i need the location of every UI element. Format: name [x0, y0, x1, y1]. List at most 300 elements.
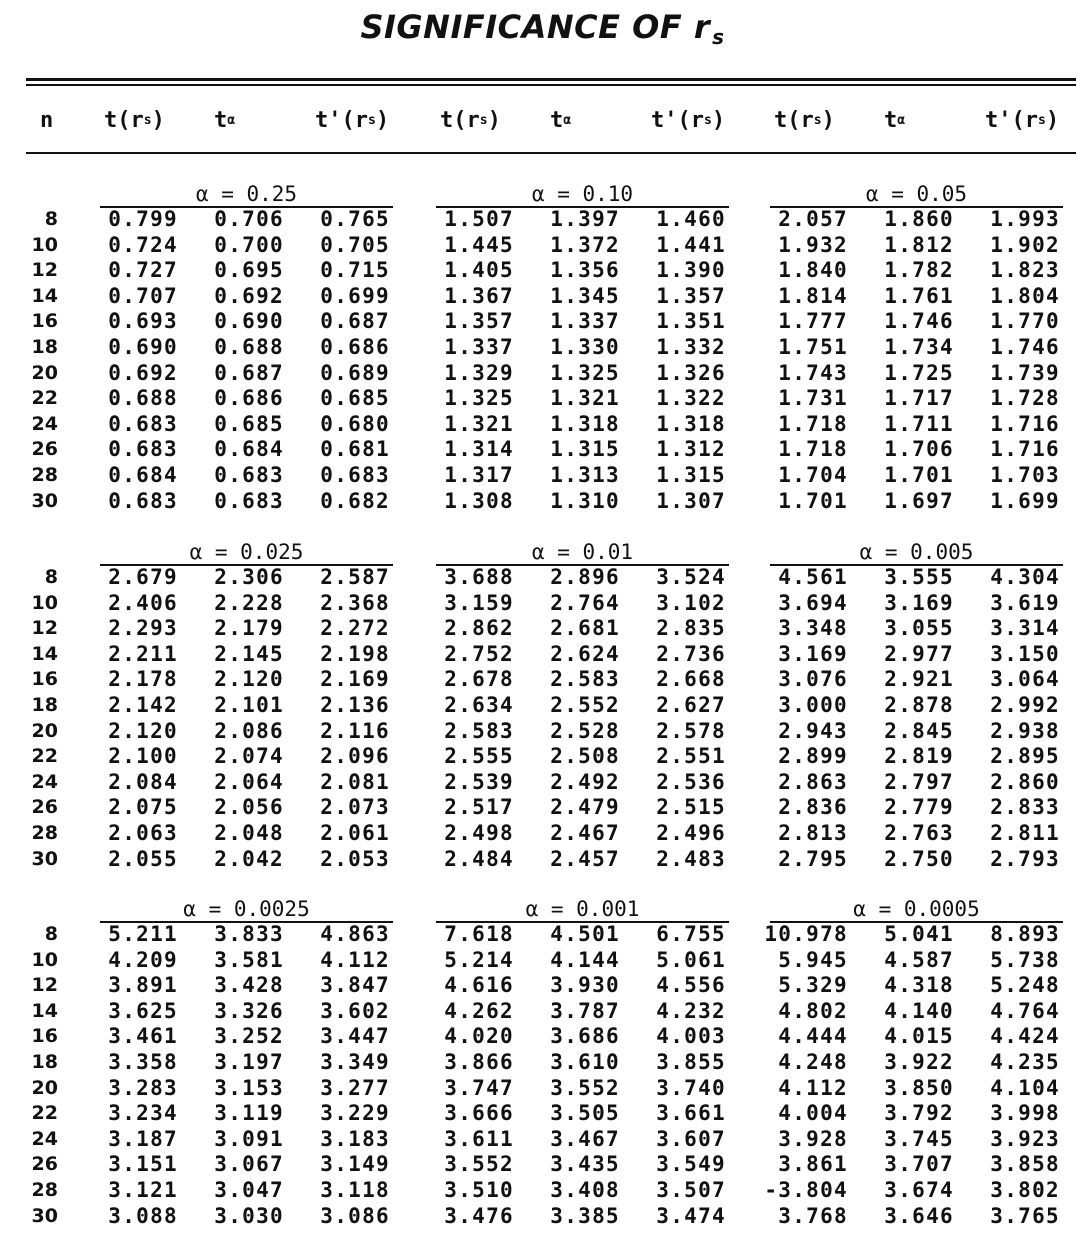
table-cell: 2.056 — [214, 795, 284, 820]
table-cell: 3.505 — [550, 1101, 620, 1126]
table-cell: 3.866 — [444, 1050, 514, 1074]
table-cell: 4.232 — [656, 998, 726, 1023]
table-cell: 3.055 — [884, 616, 954, 641]
table-cell: 2.878 — [884, 693, 954, 717]
n-label: 14 — [31, 642, 58, 665]
table-cell: 2.406 — [108, 590, 178, 615]
n-label: 8 — [44, 923, 58, 945]
table-cell: 1.703 — [990, 463, 1060, 487]
table-cell: 2.811 — [990, 821, 1060, 845]
table-cell: 3.408 — [550, 1178, 620, 1202]
n-label: 14 — [31, 999, 58, 1022]
table-cell: 3.581 — [214, 947, 284, 972]
table-cell: 1.351 — [656, 309, 726, 334]
table-cell: 2.517 — [444, 795, 514, 820]
table-cell: 2.198 — [320, 641, 390, 666]
table-cell: 0.686 — [214, 386, 284, 411]
table-cell: 2.368 — [320, 590, 390, 615]
table-cell: 2.921 — [884, 667, 954, 692]
table-cell: 1.812 — [884, 232, 954, 257]
table-cell: 2.074 — [214, 744, 284, 769]
table-cell: 2.795 — [778, 846, 848, 871]
n-label: 14 — [31, 284, 58, 307]
table-cell: 3.923 — [990, 1126, 1060, 1151]
table-cell: 2.467 — [550, 821, 620, 845]
table-cell: 3.467 — [550, 1126, 620, 1151]
header-t-rs: t(r s ) — [440, 107, 501, 133]
title-text: SIGNIFICANCE OF r — [360, 8, 711, 46]
table-cell: 3.118 — [320, 1178, 390, 1202]
table-cell: 0.715 — [320, 258, 390, 283]
table-cell: 10.978 — [764, 922, 848, 946]
table-cell: 2.086 — [214, 718, 284, 743]
table-cell: 1.704 — [778, 463, 848, 487]
table-cell: 2.536 — [656, 769, 726, 794]
table-cell: 3.855 — [656, 1050, 726, 1074]
table-cell: 1.739 — [990, 360, 1060, 385]
table-cell: 2.120 — [214, 667, 284, 692]
table-cell: 1.699 — [990, 488, 1060, 513]
table-cell: 3.435 — [550, 1152, 620, 1177]
table-cell: 1.743 — [778, 360, 848, 385]
table-cell: 3.183 — [320, 1126, 390, 1151]
table-cell: 1.711 — [884, 411, 954, 436]
table-cell: 2.634 — [444, 693, 514, 717]
table-cell: 2.055 — [108, 846, 178, 871]
table-cell: 4.304 — [990, 565, 1060, 589]
table-cell: 1.746 — [884, 309, 954, 334]
table-cell: 0.686 — [320, 335, 390, 359]
table-cell: 1.804 — [990, 283, 1060, 308]
table-cell: 1.307 — [656, 488, 726, 513]
header-n: n — [40, 107, 54, 133]
table-cell: 1.860 — [884, 207, 954, 231]
table-cell: 3.088 — [108, 1203, 178, 1228]
table-cell: 1.734 — [884, 335, 954, 359]
table-cell: 3.102 — [656, 590, 726, 615]
n-label: 12 — [31, 974, 58, 997]
table-cell: 1.315 — [656, 463, 726, 487]
table-cell: 1.716 — [990, 411, 1060, 436]
n-label: 16 — [31, 310, 58, 333]
table-cell: 1.716 — [990, 437, 1060, 462]
table-cell: 4.863 — [320, 922, 390, 946]
table-cell: 3.625 — [108, 998, 178, 1023]
header-bottom-rule — [26, 152, 1076, 154]
table-cell: 3.674 — [884, 1178, 954, 1202]
table-cell: 3.802 — [990, 1178, 1060, 1202]
n-label: 10 — [31, 591, 58, 614]
table-cell: 1.761 — [884, 283, 954, 308]
table-cell: 2.578 — [656, 718, 726, 743]
table-cell: 1.751 — [778, 335, 848, 359]
table-cell: 4.262 — [444, 998, 514, 1023]
n-label: 16 — [31, 668, 58, 691]
table-cell: 3.229 — [320, 1101, 390, 1126]
table-cell: 2.587 — [320, 565, 390, 589]
table-cell: 2.750 — [884, 846, 954, 871]
table-cell: 3.707 — [884, 1152, 954, 1177]
table-cell: 1.718 — [778, 411, 848, 436]
table-cell: 1.814 — [778, 283, 848, 308]
table-cell: 2.539 — [444, 769, 514, 794]
table-cell: 3.326 — [214, 998, 284, 1023]
table-cell: 3.149 — [320, 1152, 390, 1177]
table-cell: 1.397 — [550, 207, 620, 231]
table-cell: 1.325 — [550, 360, 620, 385]
table-cell: 2.833 — [990, 795, 1060, 820]
table-cell: 0.683 — [108, 411, 178, 436]
table-cell: 3.549 — [656, 1152, 726, 1177]
table-cell: 1.725 — [884, 360, 954, 385]
table-cell: 0.689 — [320, 360, 390, 385]
table-cell: 1.701 — [778, 488, 848, 513]
table-cell: 1.356 — [550, 258, 620, 283]
table-cell: 1.313 — [550, 463, 620, 487]
table-cell: 0.700 — [214, 232, 284, 257]
table-cell: 2.057 — [778, 207, 848, 231]
table-cell: 2.895 — [990, 744, 1060, 769]
alpha-level-label: α = 0.25 — [195, 182, 298, 206]
n-label: 20 — [31, 719, 58, 742]
table-cell: 3.252 — [214, 1024, 284, 1049]
table-cell: 3.064 — [990, 667, 1060, 692]
table-cell: 0.799 — [108, 207, 178, 231]
table-cell: 2.073 — [320, 795, 390, 820]
table-cell: 2.835 — [656, 616, 726, 641]
table-cell: 1.372 — [550, 232, 620, 257]
table-cell: 1.993 — [990, 207, 1060, 231]
table-cell: 2.752 — [444, 641, 514, 666]
table-cell: 2.860 — [990, 769, 1060, 794]
table-cell: 1.337 — [444, 335, 514, 359]
table-cell: 3.833 — [214, 922, 284, 946]
table-cell: 4.587 — [884, 947, 954, 972]
n-label: 22 — [31, 745, 58, 768]
table-cell: 2.293 — [108, 616, 178, 641]
table-cell: 2.624 — [550, 641, 620, 666]
table-cell: 1.746 — [990, 335, 1060, 359]
table-cell: 2.178 — [108, 667, 178, 692]
table-cell: 3.348 — [778, 616, 848, 641]
table-cell: 2.096 — [320, 744, 390, 769]
table-cell: 1.823 — [990, 258, 1060, 283]
table-cell: 2.081 — [320, 769, 390, 794]
table-cell: 2.977 — [884, 641, 954, 666]
table-cell: 3.524 — [656, 565, 726, 589]
table-cell: 2.797 — [884, 769, 954, 794]
table-cell: 2.583 — [550, 667, 620, 692]
table-cell: 3.928 — [778, 1126, 848, 1151]
n-label: 24 — [31, 1127, 58, 1150]
table-cell: 2.053 — [320, 846, 390, 871]
table-cell: 1.777 — [778, 309, 848, 334]
n-label: 8 — [44, 208, 58, 230]
table-cell: 2.479 — [550, 795, 620, 820]
table-cell: 1.326 — [656, 360, 726, 385]
table-cell: 3.314 — [990, 616, 1060, 641]
table-cell: 2.101 — [214, 693, 284, 717]
table-cell: 3.385 — [550, 1203, 620, 1228]
table-cell: 1.770 — [990, 309, 1060, 334]
table-cell: 1.706 — [884, 437, 954, 462]
header-t-rs: t(r s ) — [774, 107, 835, 133]
table-cell: 0.693 — [108, 309, 178, 334]
table-cell: 3.602 — [320, 998, 390, 1023]
table-cell: 0.683 — [108, 488, 178, 513]
table-cell: 0.692 — [108, 360, 178, 385]
page-title — [0, 8, 1085, 52]
table-cell: 3.740 — [656, 1075, 726, 1100]
table-cell: 3.428 — [214, 973, 284, 998]
table-cell: 5.214 — [444, 947, 514, 972]
table-cell: 1.330 — [550, 335, 620, 359]
table-cell: 1.367 — [444, 283, 514, 308]
table-cell: 3.891 — [108, 973, 178, 998]
table-cell: 4.444 — [778, 1024, 848, 1049]
table-cell: 2.764 — [550, 590, 620, 615]
table-cell: 0.688 — [108, 386, 178, 411]
table-cell: 3.086 — [320, 1203, 390, 1228]
table-cell: 0.692 — [214, 283, 284, 308]
table-cell: 1.728 — [990, 386, 1060, 411]
table-cell: 4.112 — [778, 1075, 848, 1100]
table-cell: 2.063 — [108, 821, 178, 845]
table-cell: 2.583 — [444, 718, 514, 743]
table-cell: 2.896 — [550, 565, 620, 589]
table-cell: 5.248 — [990, 973, 1060, 998]
n-label: 8 — [44, 566, 58, 588]
table-cell: 0.695 — [214, 258, 284, 283]
table-cell: 3.858 — [990, 1152, 1060, 1177]
table-cell: 2.845 — [884, 718, 954, 743]
table-cell: 3.555 — [884, 565, 954, 589]
table-cell: 4.764 — [990, 998, 1060, 1023]
table-cell: 3.552 — [550, 1075, 620, 1100]
table-cell: 5.945 — [778, 947, 848, 972]
n-label: 16 — [31, 1025, 58, 1048]
table-cell: 2.136 — [320, 693, 390, 717]
table-cell: 1.325 — [444, 386, 514, 411]
table-cell: 2.992 — [990, 693, 1060, 717]
table-cell: 3.159 — [444, 590, 514, 615]
table-cell: 4.561 — [778, 565, 848, 589]
table-cell: 0.699 — [320, 283, 390, 308]
table-cell: 3.030 — [214, 1203, 284, 1228]
table-cell: 0.705 — [320, 232, 390, 257]
table-cell: 6.755 — [656, 922, 726, 946]
table-cell: 1.321 — [444, 411, 514, 436]
table-cell: 1.507 — [444, 207, 514, 231]
table-cell: 2.763 — [884, 821, 954, 845]
table-cell: 2.084 — [108, 769, 178, 794]
table-cell: 3.765 — [990, 1203, 1060, 1228]
table-cell: 2.064 — [214, 769, 284, 794]
table-cell: 2.457 — [550, 846, 620, 871]
table-cell: 2.061 — [320, 821, 390, 845]
table-cell: 0.680 — [320, 411, 390, 436]
table-cell: 4.556 — [656, 973, 726, 998]
table-cell: 0.683 — [214, 488, 284, 513]
table-cell: 3.861 — [778, 1152, 848, 1177]
table-cell: 1.314 — [444, 437, 514, 462]
table-cell: 4.209 — [108, 947, 178, 972]
table-cell: 3.661 — [656, 1101, 726, 1126]
table-cell: 2.551 — [656, 744, 726, 769]
table-cell: 1.315 — [550, 437, 620, 462]
table-cell: 3.091 — [214, 1126, 284, 1151]
table-cell: 1.441 — [656, 232, 726, 257]
header-t-rs: t(r s ) — [104, 107, 165, 133]
table-cell: 4.003 — [656, 1024, 726, 1049]
n-label: 26 — [31, 438, 58, 461]
table-cell: 2.048 — [214, 821, 284, 845]
table-cell: 2.678 — [444, 667, 514, 692]
table-cell: 0.685 — [320, 386, 390, 411]
table-cell: 0.681 — [320, 437, 390, 462]
table-cell: 0.688 — [214, 335, 284, 359]
table-cell: 2.306 — [214, 565, 284, 589]
table-cell: 5.738 — [990, 947, 1060, 972]
table-cell: 0.765 — [320, 207, 390, 231]
table-cell: 0.684 — [108, 463, 178, 487]
table-cell: 3.277 — [320, 1075, 390, 1100]
table-cell: 3.150 — [990, 641, 1060, 666]
table-cell: 0.683 — [320, 463, 390, 487]
header-t-prime-rs: t'(r s ) — [315, 107, 390, 133]
table-cell: 3.998 — [990, 1101, 1060, 1126]
table-cell: 3.510 — [444, 1178, 514, 1202]
table-cell: 3.552 — [444, 1152, 514, 1177]
table-cell: 3.688 — [444, 565, 514, 589]
header-t-prime-rs: t'(r s ) — [651, 107, 726, 133]
table-cell: 3.610 — [550, 1050, 620, 1074]
table-cell: 3.607 — [656, 1126, 726, 1151]
table-cell: 3.507 — [656, 1178, 726, 1202]
table-cell: 0.690 — [108, 335, 178, 359]
table-cell: 2.736 — [656, 641, 726, 666]
alpha-level-label: α = 0.005 — [859, 540, 974, 564]
table-cell: 1.357 — [656, 283, 726, 308]
table-cell: 4.015 — [884, 1024, 954, 1049]
table-cell: 7.618 — [444, 922, 514, 946]
table-cell: 3.768 — [778, 1203, 848, 1228]
table-cell: 3.930 — [550, 973, 620, 998]
table-cell: 3.349 — [320, 1050, 390, 1074]
table-cell: 3.694 — [778, 590, 848, 615]
table-cell: 3.234 — [108, 1101, 178, 1126]
n-label: 10 — [31, 233, 58, 256]
table-cell: 0.727 — [108, 258, 178, 283]
table-cell: 3.358 — [108, 1050, 178, 1074]
table-cell: 2.508 — [550, 744, 620, 769]
table-cell: 0.682 — [320, 488, 390, 513]
table-cell: 2.515 — [656, 795, 726, 820]
table-cell: 2.492 — [550, 769, 620, 794]
table-cell: 3.611 — [444, 1126, 514, 1151]
table-cell: 4.235 — [990, 1050, 1060, 1074]
table-cell: 3.847 — [320, 973, 390, 998]
table-cell: 1.718 — [778, 437, 848, 462]
table-cell: 1.357 — [444, 309, 514, 334]
n-label: 26 — [31, 796, 58, 819]
table-cell: 1.782 — [884, 258, 954, 283]
table-cell: 5.329 — [778, 973, 848, 998]
n-label: 18 — [31, 1051, 58, 1073]
table-cell: 2.042 — [214, 846, 284, 871]
table-cell: 1.337 — [550, 309, 620, 334]
alpha-level-label: α = 0.01 — [531, 540, 634, 564]
n-label: 22 — [31, 387, 58, 410]
table-cell: 1.332 — [656, 335, 726, 359]
table-cell: 0.707 — [108, 283, 178, 308]
alpha-level-label: α = 0.10 — [531, 182, 634, 206]
table-cell: 3.646 — [884, 1203, 954, 1228]
header-t-alpha: t α — [884, 107, 906, 133]
table-cell: 0.685 — [214, 411, 284, 436]
table-cell: 1.701 — [884, 463, 954, 487]
table-cell: 2.484 — [444, 846, 514, 871]
table-cell: 1.308 — [444, 488, 514, 513]
table-cell: 3.187 — [108, 1126, 178, 1151]
alpha-level-label: α = 0.0005 — [853, 897, 980, 921]
header-t-alpha: t α — [214, 107, 236, 133]
table-cell: 0.724 — [108, 232, 178, 257]
table-cell: 3.447 — [320, 1024, 390, 1049]
table-cell: 4.248 — [778, 1050, 848, 1074]
n-label: 20 — [31, 1076, 58, 1099]
table-cell: 3.474 — [656, 1203, 726, 1228]
n-label: 28 — [31, 1179, 58, 1201]
table-cell: 2.142 — [108, 693, 178, 717]
table-cell: 3.745 — [884, 1126, 954, 1151]
table-cell: 3.169 — [884, 590, 954, 615]
table-cell: 2.100 — [108, 744, 178, 769]
table-cell: 3.076 — [778, 667, 848, 692]
alpha-level-label: α = 0.0025 — [183, 897, 310, 921]
table-cell: 0.687 — [320, 309, 390, 334]
table-cell: 2.836 — [778, 795, 848, 820]
table-cell: 2.779 — [884, 795, 954, 820]
table-cell: 0.683 — [108, 437, 178, 462]
alpha-level-label: α = 0.05 — [865, 182, 968, 206]
table-cell: 4.104 — [990, 1075, 1060, 1100]
table-cell: 0.684 — [214, 437, 284, 462]
n-label: 28 — [31, 464, 58, 486]
table-cell: 2.813 — [778, 821, 848, 845]
table-cell: 2.272 — [320, 616, 390, 641]
table-cell: 3.476 — [444, 1203, 514, 1228]
table-cell: 3.922 — [884, 1050, 954, 1074]
table-cell: 1.317 — [444, 463, 514, 487]
table-cell: 3.850 — [884, 1075, 954, 1100]
table-cell: 3.619 — [990, 590, 1060, 615]
n-label: 30 — [31, 489, 58, 512]
table-cell: 4.802 — [778, 998, 848, 1023]
n-label: 20 — [31, 361, 58, 384]
table-cell: 1.460 — [656, 207, 726, 231]
n-label: 12 — [31, 617, 58, 640]
table-cell: 0.706 — [214, 207, 284, 231]
table-cell: 3.792 — [884, 1101, 954, 1126]
table-cell: 1.345 — [550, 283, 620, 308]
table-cell: 4.616 — [444, 973, 514, 998]
table-cell: 1.445 — [444, 232, 514, 257]
alpha-level-label: α = 0.025 — [189, 540, 304, 564]
table-cell: 1.840 — [778, 258, 848, 283]
top-double-rule-thin — [26, 84, 1076, 86]
table-cell: 3.000 — [778, 693, 848, 717]
